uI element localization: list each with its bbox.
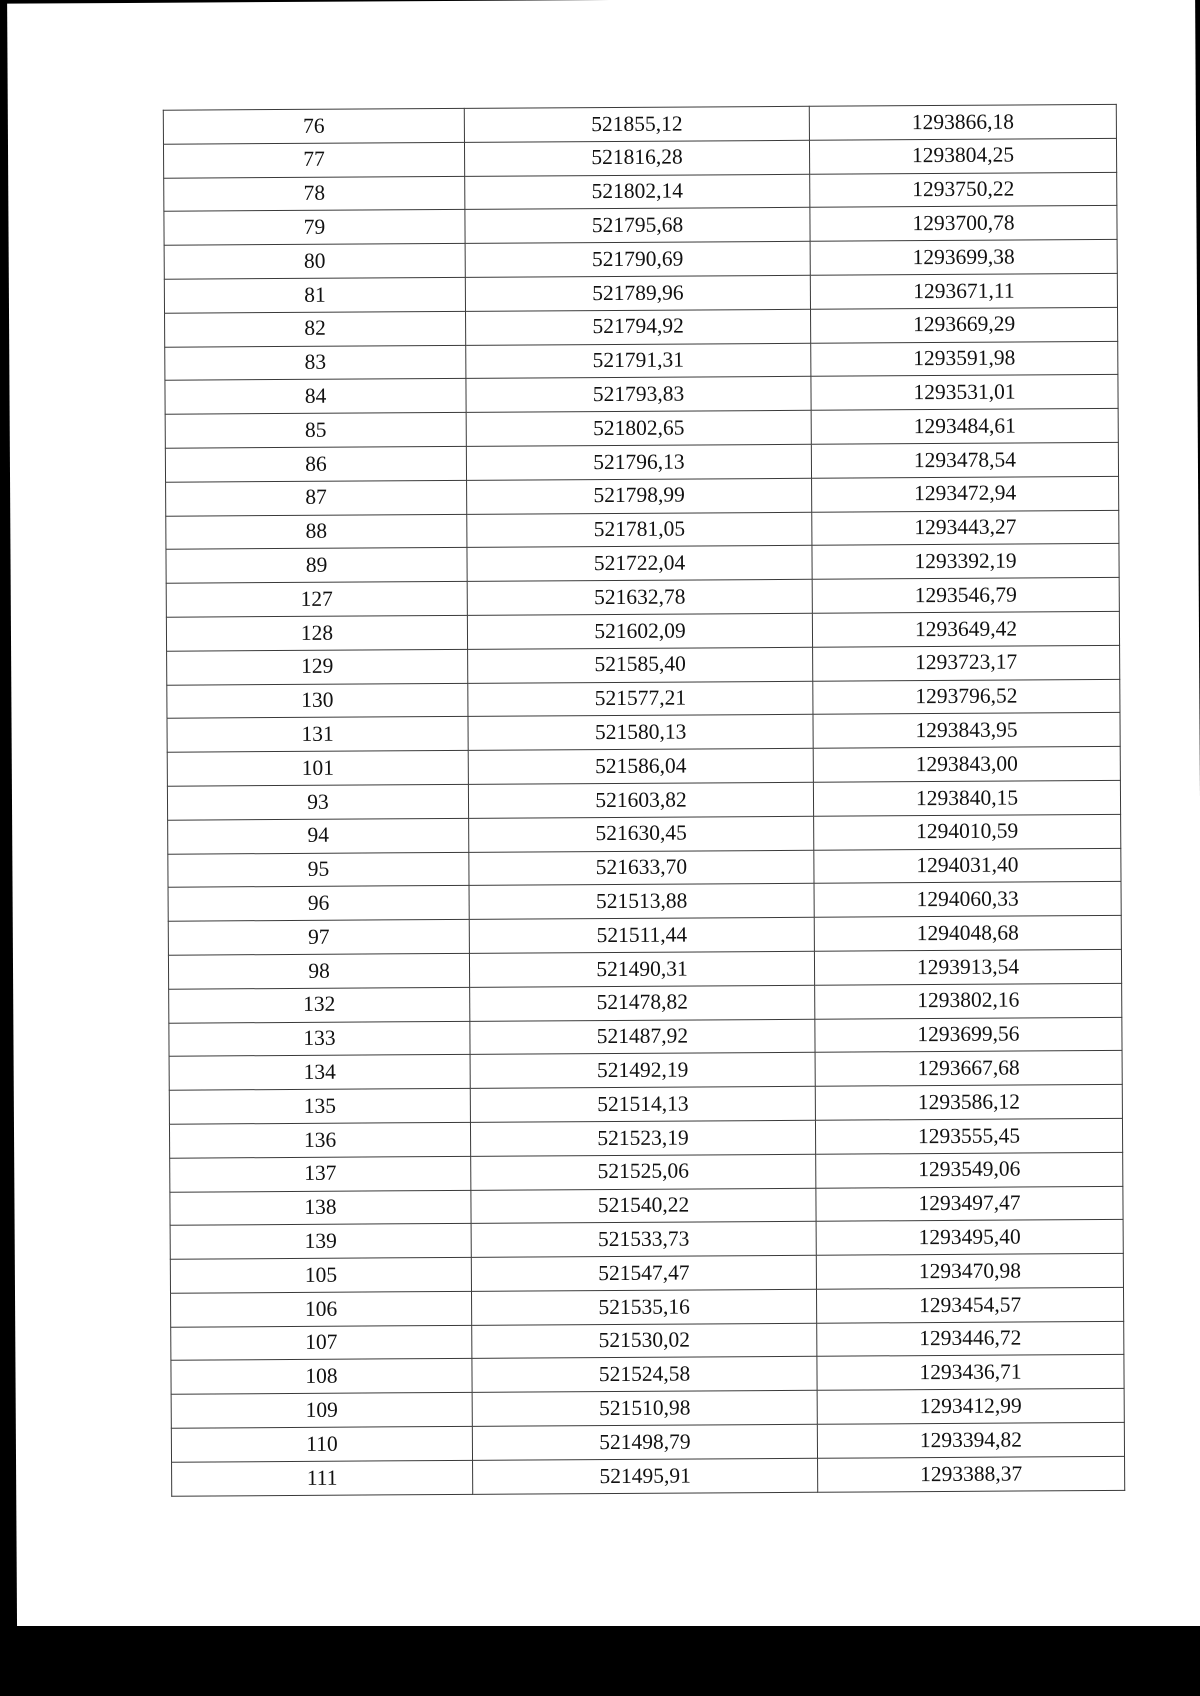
x-coordinate-cell: 521490,31 bbox=[469, 951, 814, 987]
y-coordinate-cell: 1293840,15 bbox=[813, 780, 1120, 816]
point-number-cell: 133 bbox=[169, 1021, 470, 1057]
point-number-cell: 84 bbox=[165, 379, 466, 415]
y-coordinate-cell: 1293913,54 bbox=[814, 949, 1121, 985]
y-coordinate-cell: 1293446,72 bbox=[817, 1321, 1124, 1357]
point-number-cell: 87 bbox=[166, 480, 467, 516]
y-coordinate-cell: 1293472,94 bbox=[812, 476, 1119, 512]
table-row bbox=[172, 1456, 1125, 1496]
y-coordinate-cell: 1293546,79 bbox=[812, 578, 1119, 614]
coordinates-table-body bbox=[163, 104, 1124, 1495]
x-coordinate-cell: 521547,47 bbox=[471, 1255, 816, 1291]
point-number-cell: 78 bbox=[164, 176, 465, 212]
table-row bbox=[170, 1152, 1123, 1192]
y-coordinate-cell: 1293843,95 bbox=[813, 713, 1120, 749]
table-row bbox=[165, 442, 1118, 482]
point-number-cell: 107 bbox=[171, 1325, 472, 1361]
point-number-cell: 108 bbox=[171, 1359, 472, 1395]
x-coordinate-cell: 521530,02 bbox=[472, 1323, 817, 1359]
x-coordinate-cell: 521533,73 bbox=[471, 1222, 816, 1258]
point-number-cell: 81 bbox=[164, 277, 465, 313]
y-coordinate-cell: 1293591,98 bbox=[811, 341, 1118, 377]
point-number-cell: 106 bbox=[171, 1291, 472, 1327]
point-number-cell: 138 bbox=[170, 1190, 471, 1226]
x-coordinate-cell: 521511,44 bbox=[469, 917, 814, 953]
table-row bbox=[171, 1287, 1124, 1327]
point-number-cell: 139 bbox=[170, 1224, 471, 1260]
point-number-cell: 82 bbox=[165, 311, 466, 347]
point-number-cell: 85 bbox=[165, 413, 466, 449]
y-coordinate-cell: 1293394,82 bbox=[817, 1422, 1124, 1458]
point-number-cell: 134 bbox=[169, 1055, 470, 1091]
y-coordinate-cell: 1293804,25 bbox=[809, 138, 1116, 174]
x-coordinate-cell: 521524,58 bbox=[472, 1357, 817, 1393]
point-number-cell: 132 bbox=[169, 987, 470, 1023]
y-coordinate-cell: 1293667,68 bbox=[815, 1051, 1122, 1087]
x-coordinate-cell: 521523,19 bbox=[470, 1120, 815, 1156]
coordinates-table bbox=[163, 104, 1125, 1496]
x-coordinate-cell: 521492,19 bbox=[470, 1053, 815, 1089]
x-coordinate-cell: 521535,16 bbox=[471, 1289, 816, 1325]
x-coordinate-cell: 521790,69 bbox=[465, 241, 810, 277]
table-row bbox=[170, 1220, 1123, 1260]
point-number-cell: 76 bbox=[163, 108, 464, 144]
point-number-cell: 135 bbox=[169, 1088, 470, 1124]
table-row bbox=[171, 1321, 1124, 1361]
point-number-cell: 109 bbox=[171, 1393, 472, 1429]
point-number-cell: 111 bbox=[172, 1460, 473, 1496]
point-number-cell: 77 bbox=[163, 142, 464, 178]
x-coordinate-cell: 521577,21 bbox=[468, 681, 813, 717]
point-number-cell: 80 bbox=[164, 244, 465, 280]
y-coordinate-cell: 1294031,40 bbox=[814, 848, 1121, 884]
table-row bbox=[170, 1253, 1123, 1293]
y-coordinate-cell: 1293723,17 bbox=[813, 645, 1120, 681]
x-coordinate-cell: 521525,06 bbox=[471, 1154, 816, 1190]
point-number-cell: 98 bbox=[168, 953, 469, 989]
x-coordinate-cell: 521798,99 bbox=[467, 478, 812, 514]
x-coordinate-cell: 521633,70 bbox=[469, 850, 814, 886]
point-number-cell: 110 bbox=[171, 1426, 472, 1462]
x-coordinate-cell: 521789,96 bbox=[465, 275, 810, 311]
y-coordinate-cell: 1293699,56 bbox=[815, 1017, 1122, 1053]
point-number-cell: 131 bbox=[167, 717, 468, 753]
y-coordinate-cell: 1293412,99 bbox=[817, 1389, 1124, 1425]
point-number-cell: 86 bbox=[165, 446, 466, 482]
x-coordinate-cell: 521632,78 bbox=[467, 579, 812, 615]
point-number-cell: 137 bbox=[170, 1156, 471, 1192]
y-coordinate-cell: 1293700,78 bbox=[810, 206, 1117, 242]
x-coordinate-cell: 521585,40 bbox=[468, 647, 813, 683]
y-coordinate-cell: 1293392,19 bbox=[812, 544, 1119, 580]
x-coordinate-cell: 521514,13 bbox=[470, 1086, 815, 1122]
y-coordinate-cell: 1293699,38 bbox=[810, 240, 1117, 276]
table-row bbox=[166, 510, 1119, 550]
y-coordinate-cell: 1293454,57 bbox=[816, 1287, 1123, 1323]
point-number-cell: 128 bbox=[166, 615, 467, 651]
x-coordinate-cell: 521603,82 bbox=[468, 782, 813, 818]
x-coordinate-cell: 521791,31 bbox=[466, 343, 811, 379]
y-coordinate-cell: 1293866,18 bbox=[809, 104, 1116, 140]
y-coordinate-cell: 1293470,98 bbox=[816, 1253, 1123, 1289]
y-coordinate-cell: 1293796,52 bbox=[813, 679, 1120, 715]
x-coordinate-cell: 521602,09 bbox=[467, 613, 812, 649]
x-coordinate-cell: 521802,14 bbox=[465, 174, 810, 210]
y-coordinate-cell: 1293531,01 bbox=[811, 375, 1118, 411]
point-number-cell: 88 bbox=[166, 514, 467, 550]
x-coordinate-cell: 521540,22 bbox=[471, 1188, 816, 1224]
point-number-cell: 127 bbox=[166, 582, 467, 618]
y-coordinate-cell: 1293750,22 bbox=[810, 172, 1117, 208]
y-coordinate-cell: 1293671,11 bbox=[810, 273, 1117, 309]
table-row bbox=[166, 476, 1119, 516]
y-coordinate-cell: 1294060,33 bbox=[814, 882, 1121, 918]
y-coordinate-cell: 1293555,45 bbox=[815, 1118, 1122, 1154]
point-number-cell: 79 bbox=[164, 210, 465, 246]
point-number-cell: 129 bbox=[167, 649, 468, 685]
point-number-cell: 95 bbox=[168, 852, 469, 888]
point-number-cell: 96 bbox=[168, 886, 469, 922]
scan-bottom-band bbox=[0, 1626, 1200, 1696]
point-number-cell: 101 bbox=[167, 751, 468, 787]
x-coordinate-cell: 521478,82 bbox=[470, 985, 815, 1021]
x-coordinate-cell: 521487,92 bbox=[470, 1019, 815, 1055]
x-coordinate-cell: 521794,92 bbox=[466, 309, 811, 345]
x-coordinate-cell: 521855,12 bbox=[464, 106, 809, 142]
point-number-cell: 105 bbox=[170, 1257, 471, 1293]
y-coordinate-cell: 1293484,61 bbox=[811, 409, 1118, 445]
point-number-cell: 130 bbox=[167, 683, 468, 719]
x-coordinate-cell: 521580,13 bbox=[468, 715, 813, 751]
y-coordinate-cell: 1294010,59 bbox=[814, 814, 1121, 850]
y-coordinate-cell: 1293388,37 bbox=[818, 1456, 1125, 1492]
y-coordinate-cell: 1293478,54 bbox=[811, 442, 1118, 478]
table-row bbox=[165, 409, 1118, 449]
x-coordinate-cell: 521630,45 bbox=[469, 816, 814, 852]
table-row bbox=[165, 307, 1118, 347]
point-number-cell: 136 bbox=[169, 1122, 470, 1158]
y-coordinate-cell: 1293586,12 bbox=[815, 1084, 1122, 1120]
x-coordinate-cell: 521498,79 bbox=[472, 1424, 817, 1460]
point-number-cell: 93 bbox=[167, 784, 468, 820]
x-coordinate-cell: 521781,05 bbox=[467, 512, 812, 548]
table-row bbox=[170, 1186, 1123, 1226]
x-coordinate-cell: 521722,04 bbox=[467, 546, 812, 582]
table-row bbox=[165, 375, 1118, 415]
y-coordinate-cell: 1293649,42 bbox=[812, 611, 1119, 647]
x-coordinate-cell: 521795,68 bbox=[465, 208, 810, 244]
y-coordinate-cell: 1293443,27 bbox=[812, 510, 1119, 546]
x-coordinate-cell: 521510,98 bbox=[472, 1391, 817, 1427]
y-coordinate-cell: 1293669,29 bbox=[811, 307, 1118, 343]
x-coordinate-cell: 521586,04 bbox=[468, 748, 813, 784]
y-coordinate-cell: 1293843,00 bbox=[813, 747, 1120, 783]
point-number-cell: 97 bbox=[168, 919, 469, 955]
x-coordinate-cell: 521796,13 bbox=[466, 444, 811, 480]
x-coordinate-cell: 521816,28 bbox=[464, 140, 809, 176]
point-number-cell: 83 bbox=[165, 345, 466, 381]
y-coordinate-cell: 1293497,47 bbox=[816, 1186, 1123, 1222]
point-number-cell: 89 bbox=[166, 548, 467, 584]
x-coordinate-cell: 521495,91 bbox=[473, 1458, 818, 1494]
y-coordinate-cell: 1293436,71 bbox=[817, 1355, 1124, 1391]
y-coordinate-cell: 1293802,16 bbox=[815, 983, 1122, 1019]
x-coordinate-cell: 521802,65 bbox=[466, 410, 811, 446]
point-number-cell: 94 bbox=[168, 818, 469, 854]
x-coordinate-cell: 521793,83 bbox=[466, 377, 811, 413]
y-coordinate-cell: 1294048,68 bbox=[814, 916, 1121, 952]
y-coordinate-cell: 1293495,40 bbox=[816, 1220, 1123, 1256]
table-row bbox=[171, 1355, 1124, 1395]
table-row bbox=[165, 341, 1118, 381]
y-coordinate-cell: 1293549,06 bbox=[816, 1152, 1123, 1188]
document-page bbox=[7, 0, 1200, 1644]
x-coordinate-cell: 521513,88 bbox=[469, 884, 814, 920]
